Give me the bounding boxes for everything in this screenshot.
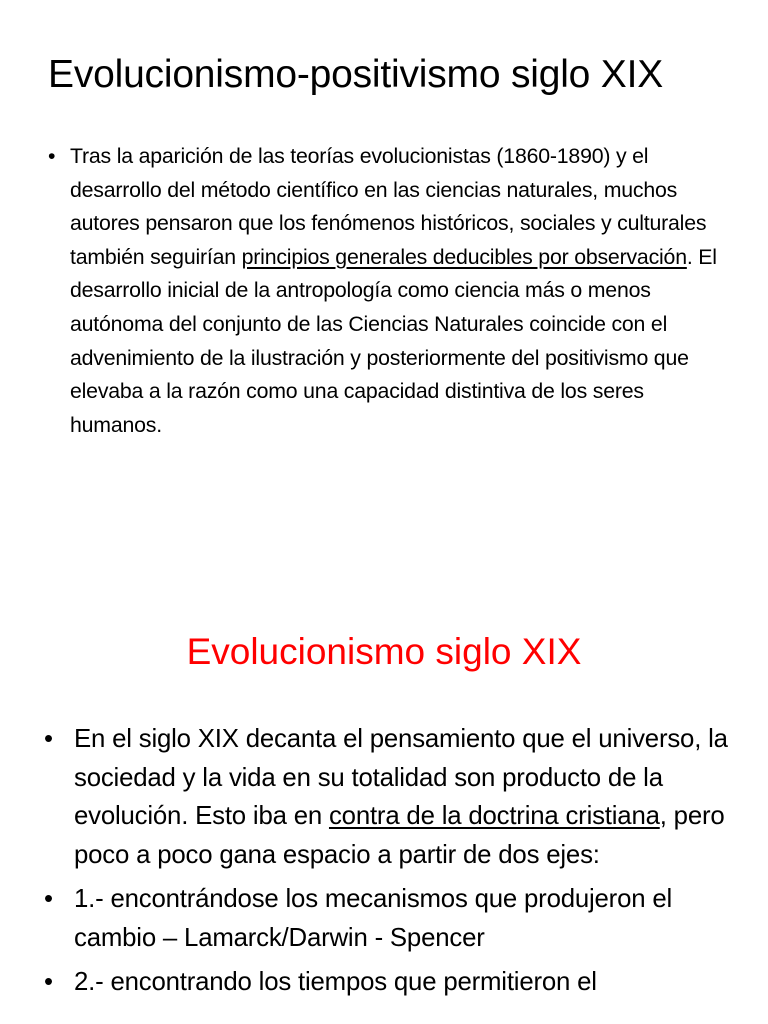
paragraph-text: . El desarrollo inicial de la antropología como ciencia más o menos autónoma del conjunto de las Ciencias Naturales coincide con el advenimiento de la ilustración y posteriormente del positivismo que elevaba a la razón como una capacidad distintiva de los seres humanos. [70, 244, 717, 437]
slide-title: Evolucionismo-positivismo siglo XIX [48, 53, 664, 96]
list-item [44, 720, 744, 874]
bullet-list [48, 140, 738, 442]
paragraph-text: 1.- encontrándose los mecanismos que produjeron el cambio – Lamarck/Darwin - Spencer [74, 885, 673, 952]
bullet-icon: • [44, 968, 53, 996]
underlined-text: contra de la doctrina cristiana [328, 802, 660, 830]
slide-2 [0, 560, 768, 1024]
underlined-text: principios generales deducibles por observación [241, 244, 687, 269]
bullet-icon: • [44, 725, 53, 753]
paragraph-text: , pero poco a poco gana espacio a partir de dos ejes: [74, 802, 725, 869]
list-item [44, 880, 744, 957]
paragraph-text: En el siglo XIX decanta el pensamiento que el universo, la sociedad y la vida en su totalidad son producto de la evolución. Esto iba en [74, 725, 728, 830]
list-item [44, 963, 744, 1002]
paragraph-text: Tras la aparición de las teorías evolucionistas (1860-1890) y el desarrollo del método científico en las ciencias naturales, muchos autores pensaron que los fenómenos históricos, sociales y culturales también seguirían [70, 144, 707, 269]
slide-title: Evolucionismo siglo XIX [186, 631, 582, 672]
bullet-icon: • [48, 144, 56, 168]
list-item [48, 140, 738, 442]
bullet-icon: • [44, 885, 53, 913]
paragraph-text: 2.- encontrando los tiempos que permitieron el [74, 968, 597, 996]
bullet-list [44, 720, 744, 1008]
